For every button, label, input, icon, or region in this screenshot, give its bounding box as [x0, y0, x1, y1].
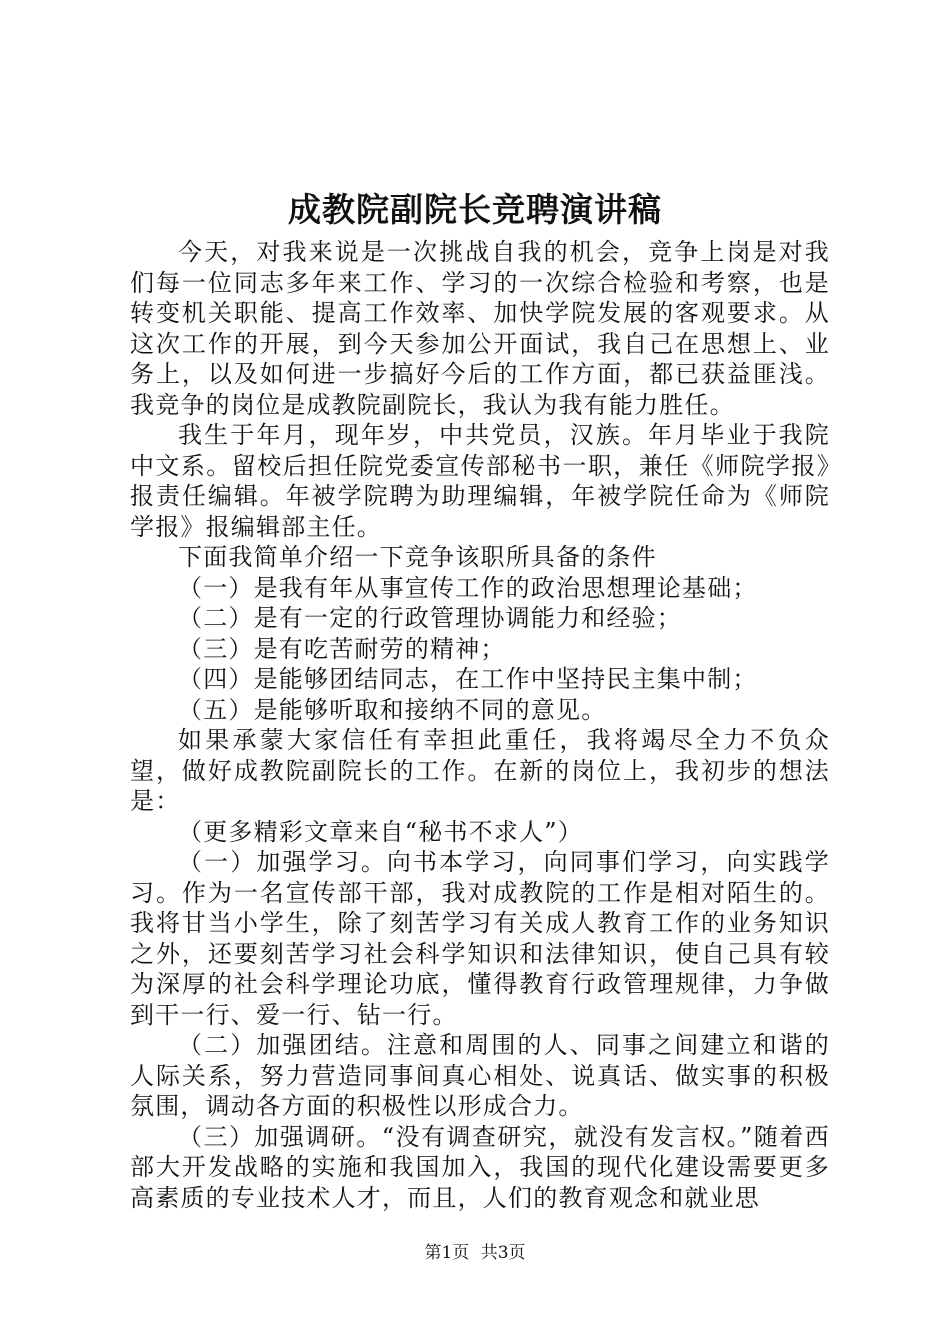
paragraph-plan-intro: 如果承蒙大家信任有幸担此重任，我将竭尽全力不负众望，做好成教院副院长的工作。在新的岗位上，我初步的想法是：	[130, 726, 830, 815]
page-number: 第1页	[424, 1243, 470, 1263]
plan-item-2: （二）加强团结。注意和周围的人、同事之间建立和谐的人际关系，努力营造同事间真心相处、说真话、做实事的积极氛围，调动各方面的积极性以形成合力。	[130, 1031, 830, 1120]
condition-item-1: （一）是我有年从事宣传工作的政治思想理论基础；	[178, 573, 758, 602]
paragraph-source-note: （更多精彩文章来自“秘书不求人”）	[178, 817, 583, 846]
page-total: 共3页	[480, 1243, 526, 1263]
condition-item-3: （三）是有吃苦耐劳的精神；	[178, 634, 506, 663]
condition-item-4: （四）是能够团结同志，在工作中坚持民主集中制；	[178, 665, 758, 693]
plan-item-3: （三）加强调研。“没有调查研究，就没有发言权。”随着西部大开发战略的实施和我国加入，我国的现代化建设需要更多高素质的专业技术人才，而且，人们的教育观念和就业思	[130, 1122, 830, 1212]
page-footer	[0, 1241, 950, 1265]
paragraph-background: 我生于年月，现年岁，中共党员，汉族。年月毕业于我院中文系。留校后担任院党委宣传部秘书一职，兼任《师院学报》报责任编辑。年被学院聘为助理编辑，年被学院任命为《师院学报》报编辑部主任。	[130, 421, 830, 541]
plan-item-1: （一）加强学习。向书本学习，向同事们学习，向实践学习。作为一名宣传部干部，我对成教院的工作是相对陌生的。我将甘当小学生，除了刻苦学习有关成人教育工作的业务知识之外，还要刻苦学习社会科学知识和法律知识，使自己具有较为深厚的社会科学理论功底，懂得教育行政管理规律，力争做到干一行、爱一行、钻一行。	[130, 848, 830, 1029]
paragraph-intro: 今天，对我来说是一次挑战自我的机会，竞争上岗是对我们每一位同志多年来工作、学习的一次综合检验和考察，也是转变机关职能、提高工作效率、加快学院发展的客观要求。从这次工作的开展，到今天参加公开面试，我自己在思想上、业务上，以及如何进一步搞好今后的工作方面，都已获益匪浅。我竞争的岗位是成教院副院长，我认为我有能力胜任。	[130, 238, 830, 419]
paragraph-conditions-intro: 下面我简单介绍一下竞争该职所具备的条件	[178, 543, 657, 571]
document-body	[130, 237, 830, 1213]
document-title: 成教院副院长竞聘演讲稿	[288, 190, 662, 229]
condition-item-5: （五）是能够听取和接纳不同的意见。	[178, 695, 607, 724]
condition-item-2: （二）是有一定的行政管理协调能力和经验；	[178, 604, 682, 632]
